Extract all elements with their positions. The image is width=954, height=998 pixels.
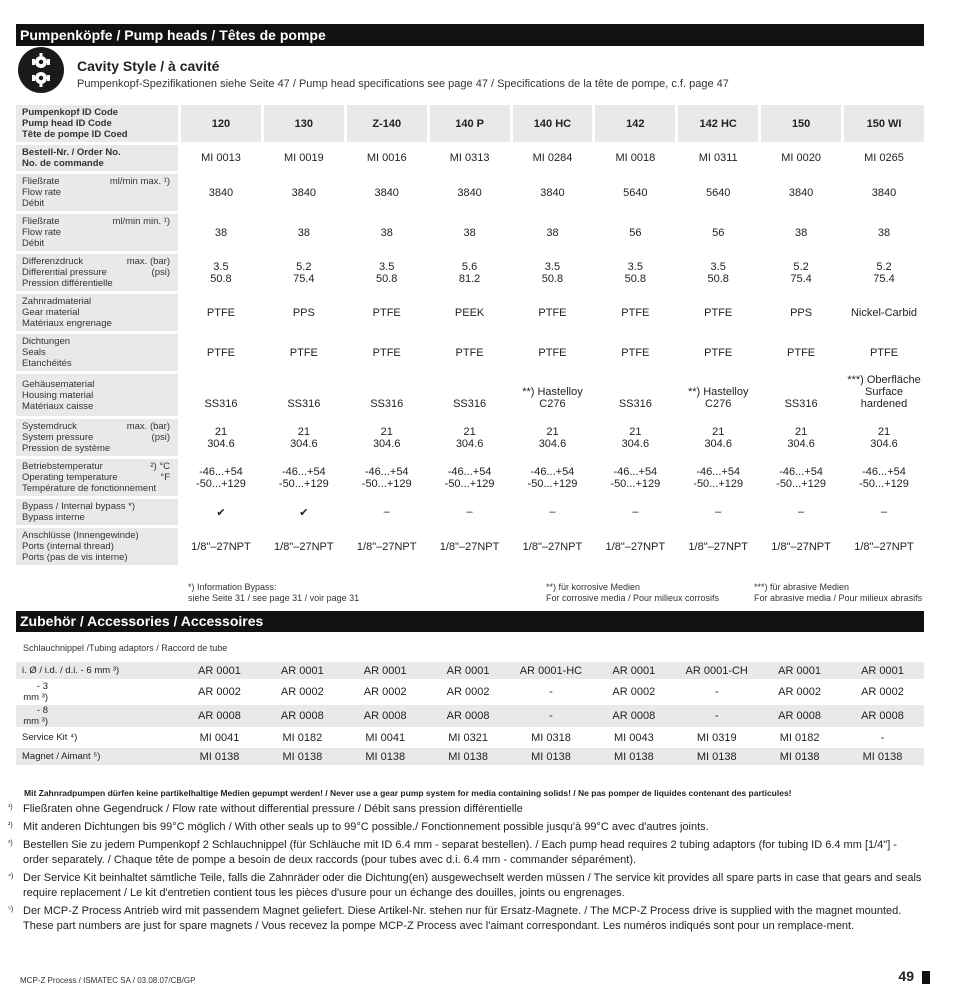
table-cell: SS316 — [592, 374, 675, 416]
table-cell: MI 0313 — [427, 145, 510, 171]
footnote-abrasive: ***) für abrasive Medien For abrasive media / Pour milieux abrasifs — [754, 582, 923, 603]
table-cell: Nickel-Carbid — [841, 294, 924, 331]
column-header: 120 — [178, 105, 261, 142]
footnote-item — [8, 838, 924, 868]
table-cell: -46...+54 -50...+129 — [178, 459, 261, 496]
table-cell: MI 0138 — [675, 748, 758, 765]
table-cell: AR 0008 — [261, 705, 344, 727]
table-cell: AR 0002 — [280, 686, 324, 698]
table-cell: PTFE — [178, 334, 261, 371]
row-label: Betriebstemperatur Operating temperature Température de fonctionnement ²) °C °F — [16, 459, 178, 496]
table-cell: PTFE — [592, 334, 675, 371]
table-cell: - — [549, 686, 553, 698]
table-cell: 5.6 81.2 — [427, 254, 510, 291]
table-cell: ✔ — [178, 499, 261, 525]
row-unit: ml/min max. ¹) — [109, 176, 171, 187]
table-cell: PTFE — [592, 294, 675, 331]
table-cell: -46...+54 -50...+129 — [344, 459, 427, 496]
table-cell: 3840 — [841, 174, 924, 211]
table-cell: 38 — [261, 214, 344, 251]
accessory-row — [16, 705, 924, 727]
table-cell: -46...+54 -50...+129 — [592, 459, 675, 496]
table-cell: MI 0311 — [675, 145, 758, 171]
row-label: Gehäusematerial Housing material Matériaux caisse — [16, 374, 178, 416]
spec-row-gear_material — [16, 294, 924, 331]
spec-row-seals — [16, 334, 924, 371]
footnote-item — [8, 820, 924, 835]
table-cell: AR 0002 — [198, 686, 241, 698]
table-cell: 21 304.6 — [427, 419, 510, 456]
header-bar: Pumpenköpfe / Pump heads / Têtes de pompe — [16, 24, 924, 46]
table-cell: 1/8"–27NPT — [510, 528, 593, 565]
table-cell: 1/8"–27NPT — [841, 528, 924, 565]
table-cell: 3.5 50.8 — [675, 254, 758, 291]
accessory-row — [16, 662, 924, 679]
table-cell: 3840 — [427, 174, 510, 211]
row-label: Bypass / Internal bypass *) Bypass interne — [16, 499, 178, 525]
table-cell: 5.2 75.4 — [261, 254, 344, 291]
footnote-number: ¹) — [8, 804, 13, 811]
table-cell: – — [841, 499, 924, 525]
table-cell: 1/8"–27NPT — [675, 528, 758, 565]
row-unit: max. (bar) — [126, 256, 171, 267]
accessory-row — [16, 681, 924, 703]
table-cell: AR 0002 — [612, 686, 656, 698]
table-cell: AR 0008 — [758, 705, 841, 727]
table-cell: MI 0138 — [344, 748, 427, 765]
row-unit: ²) °C — [150, 461, 171, 472]
row-label: Systemdruck System pressure Pression de système max. (bar) (psi) — [16, 419, 178, 456]
table-cell: 3.5 50.8 — [178, 254, 261, 291]
page-number: 49 — [898, 968, 914, 984]
table-cell: – — [592, 499, 675, 525]
column-header: 142 HC — [675, 105, 758, 142]
table-cell: PTFE — [841, 334, 924, 371]
table-cell: 56 — [675, 214, 758, 251]
table-cell: AR 0008 — [841, 705, 924, 727]
row-unit: ml/min min. ¹) — [112, 216, 171, 227]
table-cell: PPS — [758, 294, 841, 331]
spec-row-flow_max — [16, 174, 924, 211]
table-cell: MI 0284 — [510, 145, 593, 171]
table-cell: 3840 — [758, 174, 841, 211]
page-marker — [922, 971, 930, 984]
table-cell: MI 0138 — [592, 748, 675, 765]
footnote-item — [8, 904, 924, 934]
table-cell: 5640 — [592, 174, 675, 211]
table-cell: 5.2 75.4 — [758, 254, 841, 291]
table-cell: - — [714, 686, 719, 698]
table-cell: 1/8"–27NPT — [178, 528, 261, 565]
table-cell: PPS — [261, 294, 344, 331]
column-header: Z-140 — [344, 105, 427, 142]
row-label: Fließrate Flow rate Débit ml/min max. ¹) — [16, 174, 178, 211]
table-cell: 3840 — [178, 174, 261, 211]
table-cell: 21 304.6 — [592, 419, 675, 456]
table-cell: MI 0319 — [696, 731, 737, 744]
table-cell: AR 0001 — [592, 662, 675, 679]
table-cell: PTFE — [344, 334, 427, 371]
table-cell: PTFE — [675, 334, 758, 371]
table-cell: MI 0043 — [613, 731, 654, 744]
table-cell: AR 0001 — [758, 662, 841, 679]
table-cell: AR 0001-CH — [675, 662, 758, 679]
table-cell: – — [344, 499, 427, 525]
table-cell: AR 0008 — [344, 705, 427, 727]
accessories-bar: Zubehör / Accessories / Accessoires — [16, 611, 924, 632]
table-cell: – — [758, 499, 841, 525]
table-cell: MI 0041 — [199, 731, 240, 744]
spec-header-label: Pumpenkopf ID Code Pump head ID Code Tête de pompe ID Coed — [16, 105, 178, 142]
table-cell: 1/8"–27NPT — [758, 528, 841, 565]
table-cell: 3840 — [261, 174, 344, 211]
row-label: Fließrate Flow rate Débit ml/min min. ¹) — [16, 214, 178, 251]
footnote-text: Der MCP-Z Process Antrieb wird mit passendem Magnet geliefert. Diese Artikel-Nr. stehen nur für Ersatz-Magnete. / The MCP-Z Process drive is supplied with the magnet mounted. These part numbers are just for spare magnets / Vous recevez la pompe MCP-Z Process avec l'aimant correspondant. Les numéros indiqués sont pour un remplace-ment. — [23, 905, 902, 932]
column-header: 150 WI — [841, 105, 924, 142]
table-cell: SS316 — [344, 374, 427, 416]
footnote-corrosive: **) für korrosive Medien For corrosive media / Pour milieux corrosifs — [546, 582, 720, 603]
footnote-item — [8, 802, 924, 817]
row-unit: °F — [160, 472, 171, 483]
footnote-number: ²) — [8, 822, 13, 829]
row-unit: (psi) — [151, 432, 171, 443]
table-cell: ***) Oberfläche Surface hardened — [841, 374, 924, 416]
table-cell: 3840 — [344, 174, 427, 211]
table-cell: MI 0138 — [510, 748, 593, 765]
table-cell: AR 0001 — [178, 662, 261, 679]
table-cell: 21 304.6 — [178, 419, 261, 456]
table-cell: -46...+54 -50...+129 — [510, 459, 593, 496]
table-cell: MI 0016 — [344, 145, 427, 171]
warning-text: Mit Zahnradpumpen dürfen keine partikelhaltige Medien gepumpt werden! / Never use a gear pump system for media containing solids! / Ne pas pomper de liquides contenant des particules! — [24, 788, 792, 798]
table-cell: -46...+54 -50...+129 — [261, 459, 344, 496]
table-cell: MI 0018 — [592, 145, 675, 171]
table-cell: PTFE — [510, 334, 593, 371]
accessory-label: - 3 mm ³) — [23, 681, 49, 703]
row-unit: max. (bar) — [126, 421, 171, 432]
footnote-item — [8, 871, 924, 901]
table-cell: -46...+54 -50...+129 — [675, 459, 758, 496]
table-cell: MI 0138 — [178, 748, 261, 765]
footnote-text: Fließraten ohne Gegendruck / Flow rate without differential pressure / Débit sans pression différentielle — [23, 803, 523, 815]
accessory-row — [16, 748, 924, 765]
table-cell: - — [880, 731, 885, 744]
table-cell: PTFE — [261, 334, 344, 371]
spec-row-system_pressure — [16, 419, 924, 456]
table-cell: MI 0138 — [758, 748, 841, 765]
footnote-number: ³) — [8, 840, 13, 847]
accessories-table — [16, 660, 924, 767]
table-cell: **) Hastelloy C276 — [510, 374, 593, 416]
spec-row-bypass — [16, 499, 924, 525]
table-cell: **) Hastelloy C276 — [675, 374, 758, 416]
gear-logo-icon — [18, 47, 64, 93]
spec-row-diff_pressure — [16, 254, 924, 291]
table-cell: -46...+54 -50...+129 — [758, 459, 841, 496]
table-cell: 56 — [592, 214, 675, 251]
table-cell: 21 304.6 — [510, 419, 593, 456]
table-cell: 5640 — [675, 174, 758, 211]
table-cell: SS316 — [427, 374, 510, 416]
table-cell: MI 0182 — [779, 731, 820, 744]
column-header: 140 P — [427, 105, 510, 142]
row-unit: (psi) — [151, 267, 171, 278]
table-cell: AR 0001 — [841, 662, 924, 679]
row-label: Anschlüsse (Innengewinde) Ports (internal thread) Ports (pas de vis interne) — [16, 528, 178, 565]
table-cell: 21 304.6 — [675, 419, 758, 456]
table-cell: AR 0002 — [861, 686, 904, 698]
table-cell: MI 0265 — [841, 145, 924, 171]
table-cell: PEEK — [427, 294, 510, 331]
table-cell: PTFE — [427, 334, 510, 371]
accessory-label: Magnet / Aimant ⁵) — [16, 748, 178, 765]
table-cell: AR 0001 — [344, 662, 427, 679]
spec-row-housing — [16, 374, 924, 416]
section-title: Cavity Style / à cavité — [77, 58, 220, 74]
table-cell: - — [675, 705, 758, 727]
spec-row-ports — [16, 528, 924, 565]
spec-row-flow_min — [16, 214, 924, 251]
column-header: 142 — [592, 105, 675, 142]
row-label: Differenzdruck Differential pressure Pression différentielle max. (bar) (psi) — [16, 254, 178, 291]
table-cell: 1/8"–27NPT — [261, 528, 344, 565]
column-header: 150 — [758, 105, 841, 142]
table-cell: MI 0321 — [448, 731, 488, 744]
table-cell: – — [427, 499, 510, 525]
table-cell: AR 0001 — [427, 662, 510, 679]
table-cell: MI 0041 — [365, 731, 406, 744]
table-cell: AR 0008 — [427, 705, 510, 727]
row-label: Dichtungen Seals Etanchéités — [16, 334, 178, 371]
table-cell: AR 0002 — [363, 686, 407, 698]
table-cell: ✔ — [261, 499, 344, 525]
table-cell: 38 — [344, 214, 427, 251]
accessory-row — [16, 729, 924, 746]
table-cell: -46...+54 -50...+129 — [841, 459, 924, 496]
table-cell: SS316 — [758, 374, 841, 416]
table-cell: 21 304.6 — [344, 419, 427, 456]
table-cell: MI 0138 — [261, 748, 344, 765]
table-cell: 38 — [427, 214, 510, 251]
table-cell: 21 304.6 — [261, 419, 344, 456]
footnote-text: Mit anderen Dichtungen bis 99°C möglich / With other seals up to 99°C possible./ Fonctionnement possible jusqu'à 99°C avec d'autres joints. — [23, 821, 709, 833]
spec-table — [16, 102, 924, 568]
footnote-text: Der Service Kit beinhaltet sämtliche Teile, falls die Zahnräder oder die Dichtung(en) ausgewechselt werden müssen / The service kit provides all spare parts in case that gears and seals require replacement / Le kit d'entretien contient tous les pièces d'usure pour un échange des douilles, joints ou engrenages. — [23, 872, 922, 899]
table-cell: AR 0002 — [778, 686, 821, 698]
table-cell: MI 0013 — [178, 145, 261, 171]
footnote-text: Bestellen Sie zu jedem Pumpenkopf 2 Schlauchnippel (für Schläuche mit ID 6.4 mm - separat bestellen). / Each pump head requires 2 tubing adaptors (for tubing ID 6.4 mm [1/4"] - order separately. / Chaque tête de pompe a besoin de deux raccords (pour tubes avec d.i. 6.4 mm - commander séparément). — [23, 839, 897, 866]
row-label: Zahnradmaterial Gear material Matériaux engrenage — [16, 294, 178, 331]
accessories-caption: Schlauchnippel /Tubing adaptors / Raccord de tube — [23, 643, 228, 653]
table-cell: 1/8"–27NPT — [427, 528, 510, 565]
table-cell: 38 — [178, 214, 261, 251]
table-cell: SS316 — [178, 374, 261, 416]
accessory-label: i. Ø / i.d. / d.i. - 6 mm ³) — [16, 662, 178, 679]
table-cell: 21 304.6 — [758, 419, 841, 456]
table-cell: PTFE — [344, 294, 427, 331]
table-cell: AR 0001 — [261, 662, 344, 679]
section-subtitle: Pumpenkopf-Spezifikationen siehe Seite 47 / Pump head specifications see page 47 / Specifications de la tête de pompe, c.f. page 47 — [77, 78, 729, 90]
table-cell: PTFE — [178, 294, 261, 331]
table-cell: AR 0008 — [592, 705, 675, 727]
table-cell: MI 0318 — [531, 731, 571, 744]
table-cell: PTFE — [675, 294, 758, 331]
table-cell: – — [510, 499, 593, 525]
footnote-number: ⁴) — [8, 873, 14, 880]
table-cell: 1/8"–27NPT — [592, 528, 675, 565]
table-cell: PTFE — [510, 294, 593, 331]
footnote-bypass: *) Information Bypass: siehe Seite 31 / see page 31 / voir page 31 — [188, 582, 360, 603]
table-cell: AR 0008 — [178, 705, 261, 727]
table-cell: -46...+54 -50...+129 — [427, 459, 510, 496]
table-cell: 3.5 50.8 — [344, 254, 427, 291]
table-cell: 3840 — [510, 174, 593, 211]
spec-row-temperature — [16, 459, 924, 496]
table-cell: MI 0182 — [282, 731, 323, 744]
table-cell: SS316 — [261, 374, 344, 416]
table-cell: 38 — [510, 214, 593, 251]
spec-row-order — [16, 145, 924, 171]
accessory-label: Service Kit ⁴) — [22, 732, 78, 743]
table-cell: 3.5 50.8 — [510, 254, 593, 291]
column-header: 140 HC — [510, 105, 593, 142]
table-cell: 3.5 50.8 — [592, 254, 675, 291]
table-cell: MI 0138 — [427, 748, 510, 765]
table-cell: AR 0001-HC — [510, 662, 593, 679]
table-cell: MI 0138 — [841, 748, 924, 765]
table-cell: PTFE — [758, 334, 841, 371]
table-cell: 38 — [758, 214, 841, 251]
table-cell: – — [675, 499, 758, 525]
spec-header-row — [16, 105, 924, 142]
table-cell: 1/8"–27NPT — [344, 528, 427, 565]
table-cell: 38 — [841, 214, 924, 251]
footer-left: MCP-Z Process / ISMATEC SA / 03.08.07/CB/GP — [20, 976, 196, 985]
accessory-label: - 8 mm ³) — [16, 705, 178, 727]
table-cell: - — [510, 705, 593, 727]
table-cell: AR 0002 — [446, 686, 490, 698]
row-label: Bestell-Nr. / Order No. No. de commande — [16, 145, 178, 171]
table-cell: 21 304.6 — [841, 419, 924, 456]
column-header: 130 — [261, 105, 344, 142]
table-cell: MI 0020 — [758, 145, 841, 171]
footnote-number: ⁵) — [8, 906, 14, 913]
table-cell: 5.2 75.4 — [841, 254, 924, 291]
table-cell: MI 0019 — [261, 145, 344, 171]
footnotes-list — [8, 802, 924, 937]
